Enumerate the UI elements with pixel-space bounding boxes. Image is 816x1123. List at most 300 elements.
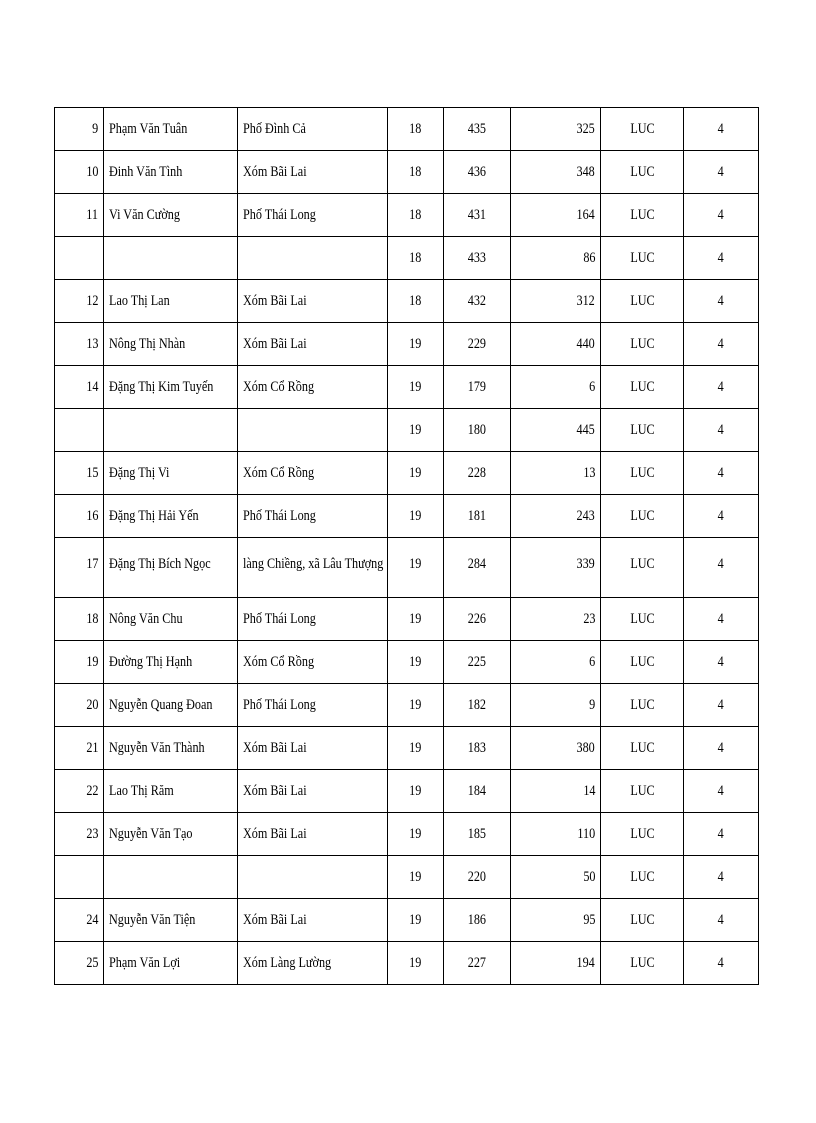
table-row [55,409,759,452]
cell-map-sheet-text: 18 [409,292,422,309]
cell-map-sheet-text: 19 [409,556,422,572]
cell-stt-text: 15 [85,464,98,481]
cell-land-type [601,151,684,194]
cell-land-type-text: LUC [629,696,655,713]
table-row [55,942,759,985]
cell-count-text: 4 [717,653,725,670]
table-row [55,323,759,366]
cell-stt [55,641,104,684]
cell-stt [55,942,104,985]
cell-plot-number-text: 181 [467,507,487,524]
cell-address-text: Xóm Bãi Lai [243,292,307,309]
cell-land-type [601,856,684,899]
cell-name-text: Nguyễn Văn Tạo [109,825,193,842]
cell-land-type [601,598,684,641]
cell-name [104,538,238,598]
cell-address-text: Phố Thái Long [243,507,316,524]
cell-address [238,194,388,237]
cell-name [104,366,238,409]
cell-count [684,452,759,495]
cell-area [511,641,601,684]
cell-address [238,727,388,770]
cell-area-text: 6 [588,378,595,395]
cell-land-type-text: LUC [629,163,655,180]
cell-address-text: Xóm Cổ Rồng [243,653,315,670]
cell-area [511,856,601,899]
cell-plot-number-text: 226 [467,610,487,627]
cell-name [104,323,238,366]
cell-stt-text: 11 [86,206,98,223]
cell-land-type-text: LUC [629,610,655,627]
cell-count-text: 4 [717,739,725,756]
cell-count [684,727,759,770]
cell-area-text: 86 [582,249,595,266]
cell-land-type-text: LUC [629,249,655,266]
cell-name-text: Phạm Văn Lợi [109,954,181,971]
cell-stt [55,108,104,151]
cell-map-sheet-text: 19 [409,782,422,799]
cell-area-text: 194 [576,954,595,971]
cell-land-type [601,727,684,770]
cell-address-text: làng Chiềng, xã Lâu Thượng [243,556,384,572]
cell-map-sheet [388,641,444,684]
cell-count [684,108,759,151]
table-row [55,770,759,813]
cell-stt-text: 25 [85,954,98,971]
cell-stt [55,684,104,727]
cell-plot-number-text: 284 [467,556,487,572]
cell-count [684,684,759,727]
cell-area-text: 445 [576,421,595,438]
table-row [55,280,759,323]
cell-stt-text: 16 [85,507,98,524]
cell-name [104,813,238,856]
table-row [55,452,759,495]
cell-address [238,151,388,194]
cell-area [511,495,601,538]
cell-stt [55,727,104,770]
cell-plot-number [444,856,511,899]
cell-count-text: 4 [717,120,725,137]
cell-address-text: Phố Thái Long [243,610,316,627]
cell-plot-number [444,641,511,684]
cell-land-type-text: LUC [629,507,655,524]
cell-land-type [601,366,684,409]
cell-plot-number-text: 436 [467,163,487,180]
table-row [55,813,759,856]
cell-area-text: 23 [582,610,595,627]
cell-address [238,538,388,598]
cell-count [684,899,759,942]
cell-name [104,598,238,641]
cell-area [511,598,601,641]
cell-area-text: 243 [576,507,595,524]
cell-address-text: Phố Đình Cả [243,120,306,137]
cell-count-text: 4 [717,464,725,481]
cell-area-text: 50 [582,868,595,885]
cell-land-type [601,538,684,598]
cell-address [238,856,388,899]
cell-name-text: Lao Thị Răm [109,782,174,799]
cell-area [511,684,601,727]
cell-count [684,366,759,409]
cell-land-type-text: LUC [629,378,655,395]
cell-map-sheet [388,108,444,151]
table-row [55,151,759,194]
cell-count-text: 4 [717,378,725,395]
cell-map-sheet-text: 19 [409,954,422,971]
cell-name-text: Nguyễn Quang Đoan [109,696,213,713]
cell-area-text: 325 [576,120,595,137]
cell-address-text: Xóm Bãi Lai [243,335,307,352]
cell-map-sheet-text: 19 [409,825,422,842]
cell-land-type-text: LUC [629,739,655,756]
cell-map-sheet [388,366,444,409]
cell-address [238,598,388,641]
cell-map-sheet [388,598,444,641]
cell-land-type-text: LUC [629,653,655,670]
table-row [55,366,759,409]
cell-area-text: 9 [588,696,595,713]
cell-land-type-text: LUC [629,335,655,352]
cell-area [511,108,601,151]
cell-name-text: Đường Thị Hạnh [109,653,193,670]
cell-stt-text: 22 [85,782,98,799]
cell-stt [55,237,104,280]
cell-name [104,409,238,452]
cell-name [104,280,238,323]
cell-address [238,108,388,151]
cell-area [511,727,601,770]
cell-count-text: 4 [717,696,725,713]
cell-plot-number [444,813,511,856]
cell-address [238,942,388,985]
cell-address [238,813,388,856]
cell-map-sheet-text: 19 [409,696,422,713]
cell-count [684,323,759,366]
cell-count [684,194,759,237]
cell-plot-number [444,409,511,452]
table-row [55,727,759,770]
cell-map-sheet-text: 19 [409,868,422,885]
cell-plot-number [444,598,511,641]
cell-count-text: 4 [717,507,725,524]
cell-count-text: 4 [717,954,725,971]
cell-area [511,280,601,323]
cell-area [511,538,601,598]
cell-name [104,856,238,899]
cell-stt-text: 21 [85,739,98,756]
cell-count-text: 4 [717,292,725,309]
cell-address [238,641,388,684]
cell-map-sheet-text: 19 [409,421,422,438]
cell-address [238,280,388,323]
cell-plot-number [444,323,511,366]
cell-name-text: Đặng Thị Vi [109,464,170,481]
cell-name [104,194,238,237]
cell-map-sheet-text: 19 [409,653,422,670]
cell-map-sheet [388,194,444,237]
cell-stt [55,813,104,856]
cell-plot-number [444,194,511,237]
table-row [55,108,759,151]
cell-address [238,366,388,409]
cell-count [684,495,759,538]
cell-area-text: 312 [576,292,595,309]
cell-area [511,194,601,237]
cell-land-type [601,108,684,151]
cell-name-text: Đặng Thị Bích Ngọc [109,556,211,572]
cell-map-sheet [388,856,444,899]
cell-plot-number-text: 229 [467,335,487,352]
cell-name-text: Đặng Thị Hải Yến [109,507,199,524]
cell-plot-number-text: 185 [467,825,487,842]
cell-stt [55,770,104,813]
cell-area [511,366,601,409]
cell-plot-number [444,899,511,942]
cell-address [238,452,388,495]
cell-address-text: Xóm Bãi Lai [243,911,307,928]
cell-plot-number-text: 431 [467,206,487,223]
cell-count-text: 4 [717,206,725,223]
cell-name [104,237,238,280]
cell-plot-number [444,684,511,727]
cell-plot-number-text: 180 [467,421,487,438]
cell-plot-number-text: 179 [467,378,487,395]
cell-map-sheet-text: 19 [409,739,422,756]
table-row [55,856,759,899]
cell-map-sheet-text: 19 [409,464,422,481]
cell-stt [55,856,104,899]
cell-address-text: Xóm Bãi Lai [243,782,307,799]
cell-count-text: 4 [717,335,725,352]
cell-map-sheet-text: 18 [409,249,422,266]
table-row [55,598,759,641]
cell-area-text: 95 [582,911,595,928]
cell-map-sheet [388,237,444,280]
cell-area-text: 13 [582,464,595,481]
cell-name [104,770,238,813]
cell-area [511,813,601,856]
cell-area [511,237,601,280]
cell-area-text: 380 [576,739,595,756]
cell-stt [55,366,104,409]
cell-name-text: Nguyễn Văn Tiện [109,911,196,928]
cell-plot-number [444,452,511,495]
land-table [54,107,759,985]
cell-area-text: 348 [576,163,595,180]
cell-land-type-text: LUC [629,825,655,842]
cell-land-type [601,813,684,856]
cell-count-text: 4 [717,610,725,627]
cell-plot-number [444,770,511,813]
cell-stt [55,598,104,641]
cell-stt [55,452,104,495]
cell-area-text: 6 [588,653,595,670]
cell-land-type-text: LUC [629,556,655,572]
cell-map-sheet-text: 18 [409,206,422,223]
cell-land-type-text: LUC [629,464,655,481]
cell-name [104,942,238,985]
cell-address-text: Xóm Bãi Lai [243,825,307,842]
cell-land-type-text: LUC [629,911,655,928]
table-row [55,684,759,727]
cell-area-text: 164 [576,206,595,223]
cell-count [684,770,759,813]
cell-land-type [601,237,684,280]
table-body [55,108,759,985]
cell-area [511,770,601,813]
cell-map-sheet-text: 19 [409,610,422,627]
cell-plot-number-text: 220 [467,868,487,885]
cell-stt [55,899,104,942]
cell-stt-text: 20 [85,696,98,713]
cell-plot-number [444,280,511,323]
cell-area [511,452,601,495]
cell-map-sheet [388,727,444,770]
cell-map-sheet [388,942,444,985]
cell-name [104,641,238,684]
cell-plot-number [444,237,511,280]
cell-plot-number-text: 184 [467,782,487,799]
cell-address [238,684,388,727]
cell-plot-number-text: 182 [467,696,487,713]
cell-map-sheet-text: 18 [409,163,422,180]
cell-map-sheet [388,323,444,366]
table-row [55,194,759,237]
table-row [55,237,759,280]
cell-map-sheet [388,813,444,856]
cell-name-text: Vi Văn Cường [109,206,180,223]
cell-address [238,237,388,280]
cell-plot-number-text: 432 [467,292,487,309]
cell-count [684,813,759,856]
cell-count-text: 4 [717,163,725,180]
cell-plot-number-text: 433 [467,249,487,266]
table-row [55,641,759,684]
cell-count [684,538,759,598]
cell-stt [55,323,104,366]
cell-stt [55,409,104,452]
cell-count-text: 4 [717,911,725,928]
cell-land-type [601,323,684,366]
cell-count [684,237,759,280]
cell-land-type [601,770,684,813]
cell-name-text: Nông Thị Nhàn [109,335,186,352]
cell-count [684,280,759,323]
cell-stt [55,151,104,194]
cell-stt-text: 14 [85,378,98,395]
cell-address-text: Xóm Bãi Lai [243,739,307,756]
cell-land-type-text: LUC [629,120,655,137]
cell-stt [55,495,104,538]
cell-land-type-text: LUC [629,954,655,971]
cell-name-text: Nguyễn Văn Thành [109,739,205,756]
cell-land-type [601,452,684,495]
cell-address-text: Xóm Làng Lường [243,954,332,971]
cell-address-text: Phố Thái Long [243,206,316,223]
cell-address-text: Xóm Bãi Lai [243,163,307,180]
cell-area-text: 339 [576,556,595,572]
cell-stt [55,280,104,323]
cell-name-text: Phạm Văn Tuân [109,120,188,137]
cell-map-sheet [388,538,444,598]
cell-name [104,151,238,194]
cell-land-type-text: LUC [629,782,655,799]
cell-name-text: Đinh Văn Tình [109,163,183,180]
cell-count-text: 4 [717,556,725,572]
cell-address-text: Xóm Cổ Rồng [243,378,315,395]
table-row [55,495,759,538]
cell-land-type [601,280,684,323]
cell-name [104,495,238,538]
cell-map-sheet-text: 19 [409,507,422,524]
cell-stt [55,194,104,237]
cell-count [684,409,759,452]
cell-land-type-text: LUC [629,868,655,885]
cell-map-sheet [388,151,444,194]
cell-stt-text: 18 [85,610,98,627]
cell-stt-text: 12 [85,292,98,309]
cell-land-type [601,942,684,985]
cell-stt-text: 24 [85,911,98,928]
cell-stt-text: 10 [85,163,98,180]
cell-area [511,151,601,194]
cell-address-text: Phố Thái Long [243,696,316,713]
cell-map-sheet [388,684,444,727]
cell-name [104,684,238,727]
cell-address [238,495,388,538]
cell-count-text: 4 [717,782,725,799]
cell-plot-number [444,366,511,409]
cell-area [511,942,601,985]
cell-plot-number [444,495,511,538]
cell-area-text: 110 [577,825,595,842]
cell-stt-text: 23 [85,825,98,842]
cell-count-text: 4 [717,825,725,842]
cell-name-text: Nông Văn Chu [109,610,183,627]
cell-area [511,323,601,366]
cell-land-type [601,641,684,684]
cell-plot-number-text: 227 [467,954,487,971]
cell-plot-number [444,942,511,985]
cell-land-type [601,684,684,727]
cell-map-sheet [388,409,444,452]
cell-area-text: 440 [576,335,595,352]
cell-stt [55,538,104,598]
cell-name [104,108,238,151]
cell-plot-number-text: 435 [467,120,487,137]
cell-stt-text: 17 [85,556,98,572]
cell-plot-number [444,727,511,770]
cell-count-text: 4 [717,868,725,885]
cell-name-text: Lao Thị Lan [109,292,170,309]
cell-land-type-text: LUC [629,292,655,309]
cell-plot-number [444,108,511,151]
cell-plot-number-text: 225 [467,653,487,670]
cell-plot-number-text: 183 [467,739,487,756]
cell-map-sheet [388,280,444,323]
cell-name [104,727,238,770]
cell-land-type-text: LUC [629,206,655,223]
cell-address-text: Xóm Cổ Rồng [243,464,315,481]
cell-map-sheet-text: 18 [409,120,422,137]
cell-name [104,452,238,495]
cell-map-sheet [388,495,444,538]
cell-land-type [601,194,684,237]
cell-count [684,598,759,641]
cell-stt-text: 13 [85,335,98,352]
